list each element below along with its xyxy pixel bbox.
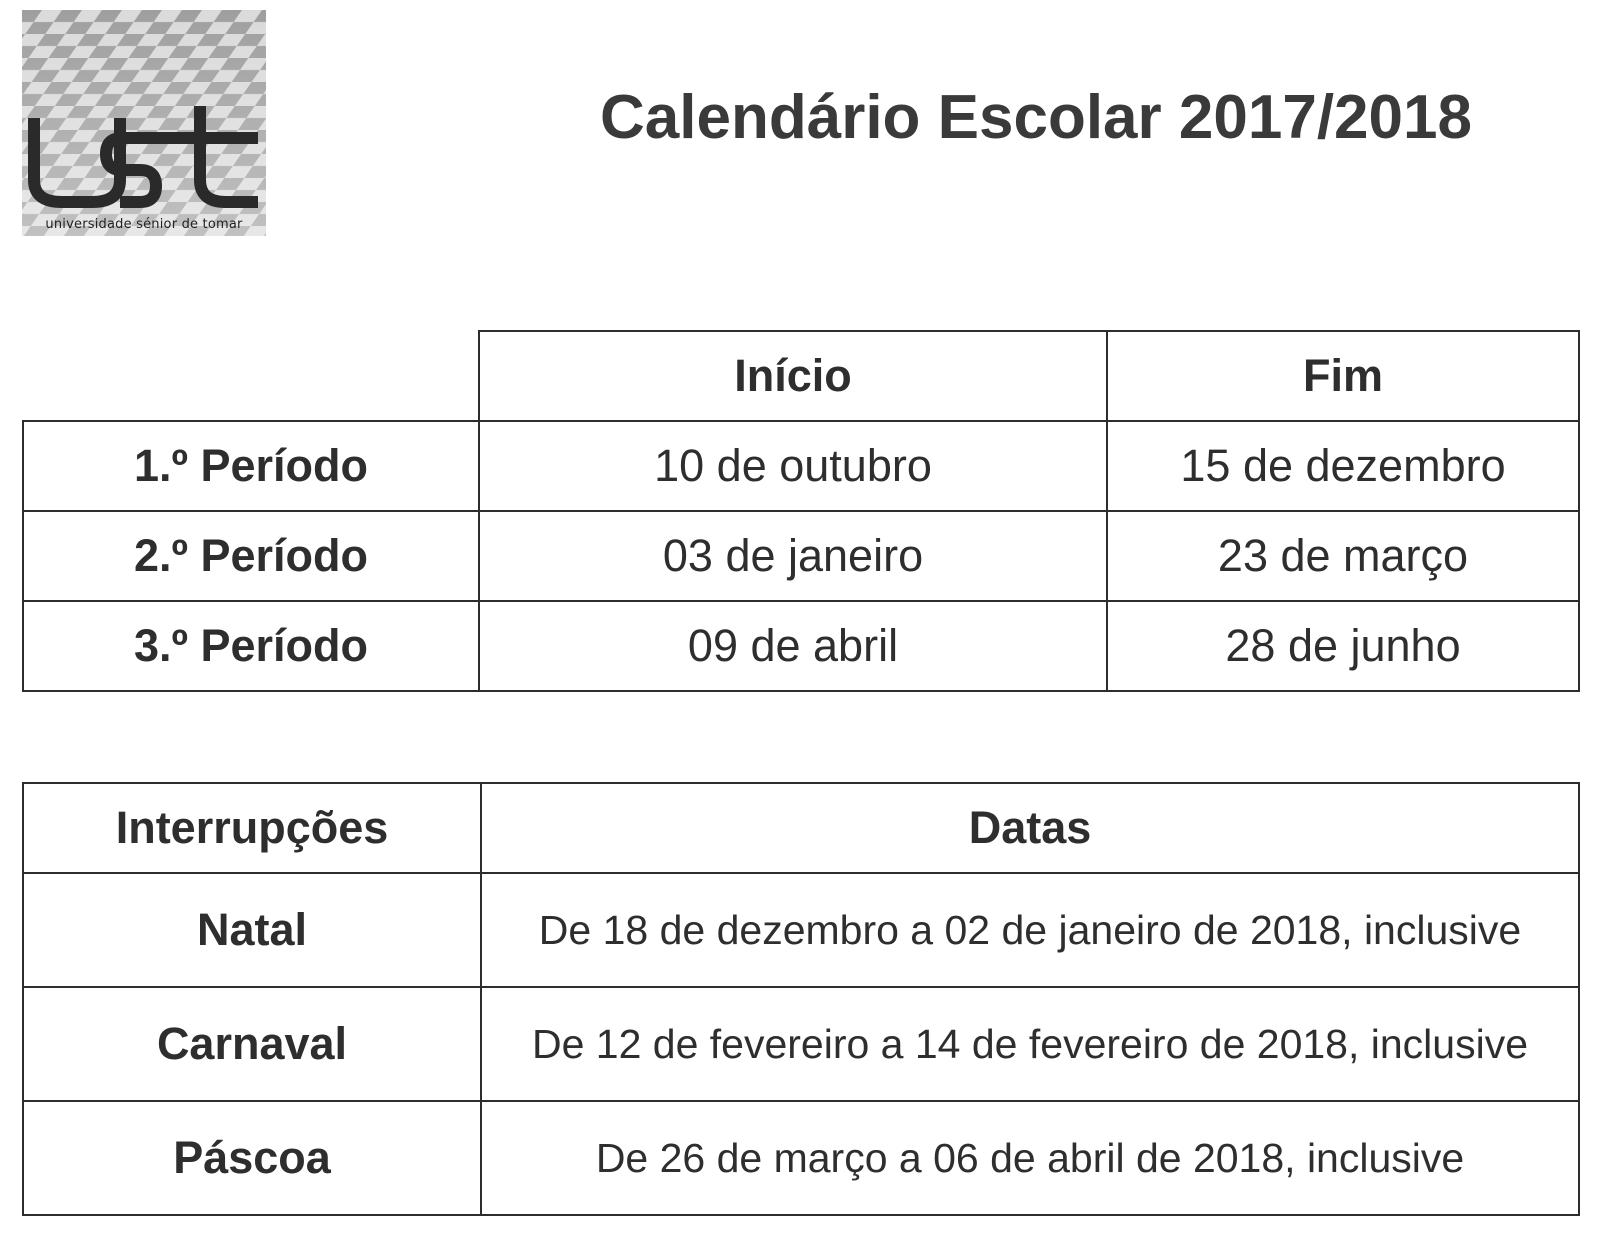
period-end-date: 23 de março xyxy=(1107,511,1579,601)
page-title: Calendário Escolar 2017/2018 xyxy=(600,83,1472,152)
period-end-date: 15 de dezembro xyxy=(1107,421,1579,511)
column-header-inicio: Início xyxy=(479,331,1107,421)
period-start-date: 03 de janeiro xyxy=(479,511,1107,601)
table-row xyxy=(23,601,1579,691)
interruptions-table xyxy=(22,782,1580,1216)
column-header-interrupcoes: Interrupções xyxy=(23,783,481,873)
table-row xyxy=(23,987,1579,1101)
interruption-label: Natal xyxy=(23,873,481,987)
period-label: 2.º Período xyxy=(23,511,479,601)
table-row xyxy=(23,421,1579,511)
interruption-label: Carnaval xyxy=(23,987,481,1101)
period-start-date: 09 de abril xyxy=(479,601,1107,691)
table-row xyxy=(23,873,1579,987)
column-header-datas: Datas xyxy=(481,783,1579,873)
interruptions-header-row xyxy=(23,783,1579,873)
table-row xyxy=(23,511,1579,601)
interruption-dates: De 26 de março a 06 de abril de 2018, inclusive xyxy=(481,1101,1579,1215)
periods-table xyxy=(22,330,1580,692)
period-start-date: 10 de outubro xyxy=(479,421,1107,511)
periods-header-row xyxy=(23,331,1579,421)
logo-caption: universidade sénior de tomar xyxy=(45,217,243,232)
period-label: 1.º Período xyxy=(23,421,479,511)
periods-corner-cell xyxy=(23,331,479,421)
table-row xyxy=(23,1101,1579,1215)
column-header-fim: Fim xyxy=(1107,331,1579,421)
interruption-label: Páscoa xyxy=(23,1101,481,1215)
period-label: 3.º Período xyxy=(23,601,479,691)
interruption-dates: De 12 de fevereiro a 14 de fevereiro de 2018, inclusive xyxy=(481,987,1579,1101)
logo xyxy=(22,10,266,236)
period-end-date: 28 de junho xyxy=(1107,601,1579,691)
logo-graphic xyxy=(22,10,266,236)
interruption-dates: De 18 de dezembro a 02 de janeiro de 2018, inclusive xyxy=(481,873,1579,987)
